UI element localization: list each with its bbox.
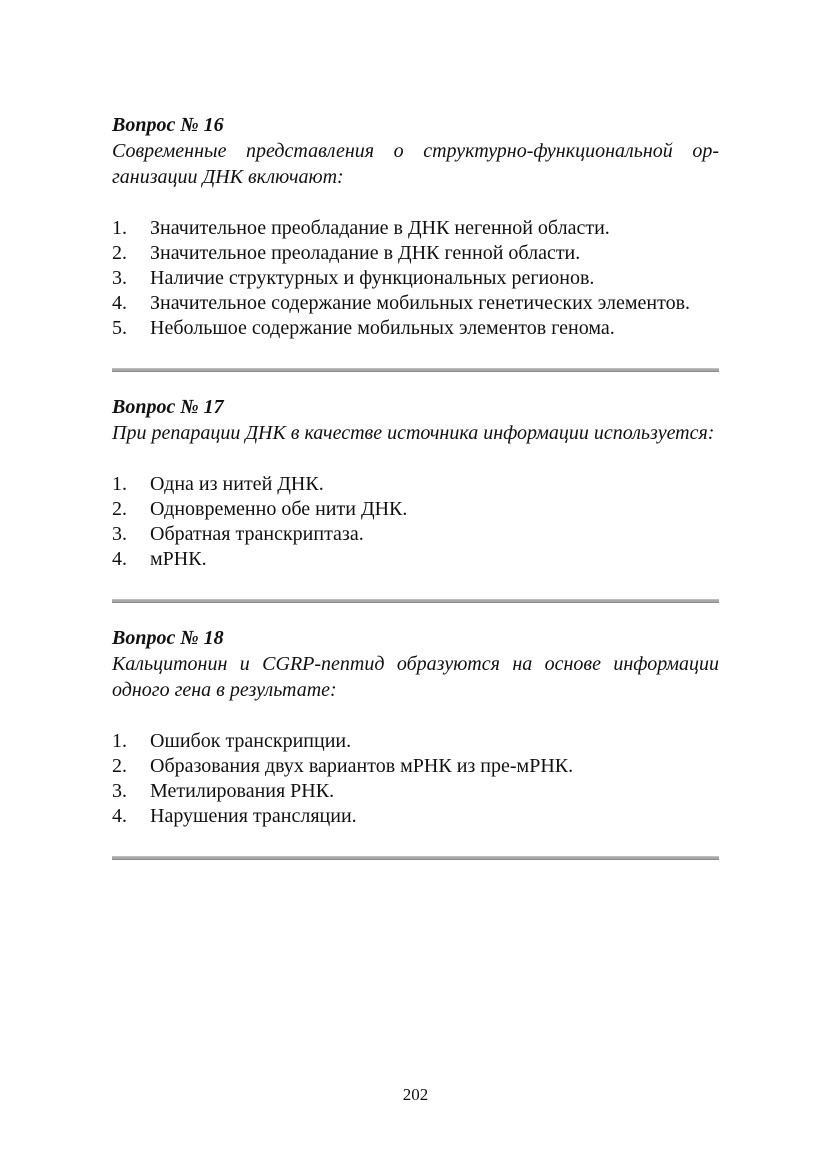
answer-number: 4.: [112, 805, 127, 827]
answer-item: [112, 729, 719, 754]
answer-number: 3.: [112, 780, 127, 802]
answer-number: 3.: [112, 523, 127, 545]
answer-text: Ошибок транскрипции.: [150, 730, 352, 752]
answer-text: Образования двух вариантов мРНК из пре-мРНК.: [150, 755, 574, 777]
answer-text: Нарушения трансляции.: [150, 805, 357, 827]
question-16: [112, 112, 719, 372]
answer-item: [112, 497, 719, 522]
answer-number: 1.: [112, 730, 127, 752]
answer-list: [112, 216, 719, 341]
question-text: Современные представления о структурно-функциональной организации ДНК включают:: [112, 140, 719, 188]
answer-item: [112, 216, 719, 241]
answer-number: 2.: [112, 498, 127, 520]
question-title: Вопрос № 18: [112, 627, 224, 649]
answer-text: Обратная транскриптаза.: [150, 523, 364, 545]
answer-number: 3.: [112, 267, 127, 289]
answer-item: [112, 472, 719, 497]
answer-number: 1.: [112, 473, 127, 495]
answer-text: Значительное содержание мобильных генетических элементов.: [150, 292, 691, 314]
answer-text: Значительное преоладание в ДНК генной области.: [150, 242, 581, 264]
answer-item: [112, 779, 719, 804]
answer-item: [112, 291, 719, 316]
answer-item: [112, 316, 719, 341]
answer-list: [112, 472, 719, 572]
answer-text: Значительное преобладание в ДНК негенной области.: [150, 217, 610, 239]
answer-item: [112, 804, 719, 829]
question-text: При репарации ДНК в качестве источника информации используется:: [112, 422, 715, 444]
answer-item: [112, 241, 719, 266]
answer-number: 5.: [112, 317, 127, 339]
section-divider: [112, 599, 719, 603]
question-17: [112, 394, 719, 603]
section-divider: [112, 368, 719, 372]
answer-text: Одновременно обе нити ДНК.: [150, 498, 408, 520]
answer-text: Наличие структурных и функциональных регионов.: [150, 267, 595, 289]
answer-number: 4.: [112, 548, 127, 570]
question-title: Вопрос № 17: [112, 396, 224, 418]
answer-item: [112, 754, 719, 779]
answer-number: 4.: [112, 292, 127, 314]
answer-text: мРНК.: [150, 548, 207, 570]
answer-item: [112, 266, 719, 291]
question-18: [112, 625, 719, 860]
answer-text: Небольшое содержание мобильных элементов генома.: [150, 317, 615, 339]
answer-list: [112, 729, 719, 829]
section-divider: [112, 856, 719, 860]
answer-text: Метилирования РНК.: [150, 780, 335, 802]
page-number: 202: [402, 1085, 429, 1104]
answer-item: [112, 522, 719, 547]
answer-number: 1.: [112, 217, 127, 239]
answer-text: Одна из нитей ДНК.: [150, 473, 324, 495]
question-title: Вопрос № 16: [112, 114, 224, 136]
answer-number: 2.: [112, 242, 127, 264]
answer-item: [112, 547, 719, 572]
answer-number: 2.: [112, 755, 127, 777]
page-content: [112, 112, 719, 882]
question-text: Кальцитонин и CGRP-пептид образуются на основе информации одного гена в результате:: [112, 653, 719, 701]
